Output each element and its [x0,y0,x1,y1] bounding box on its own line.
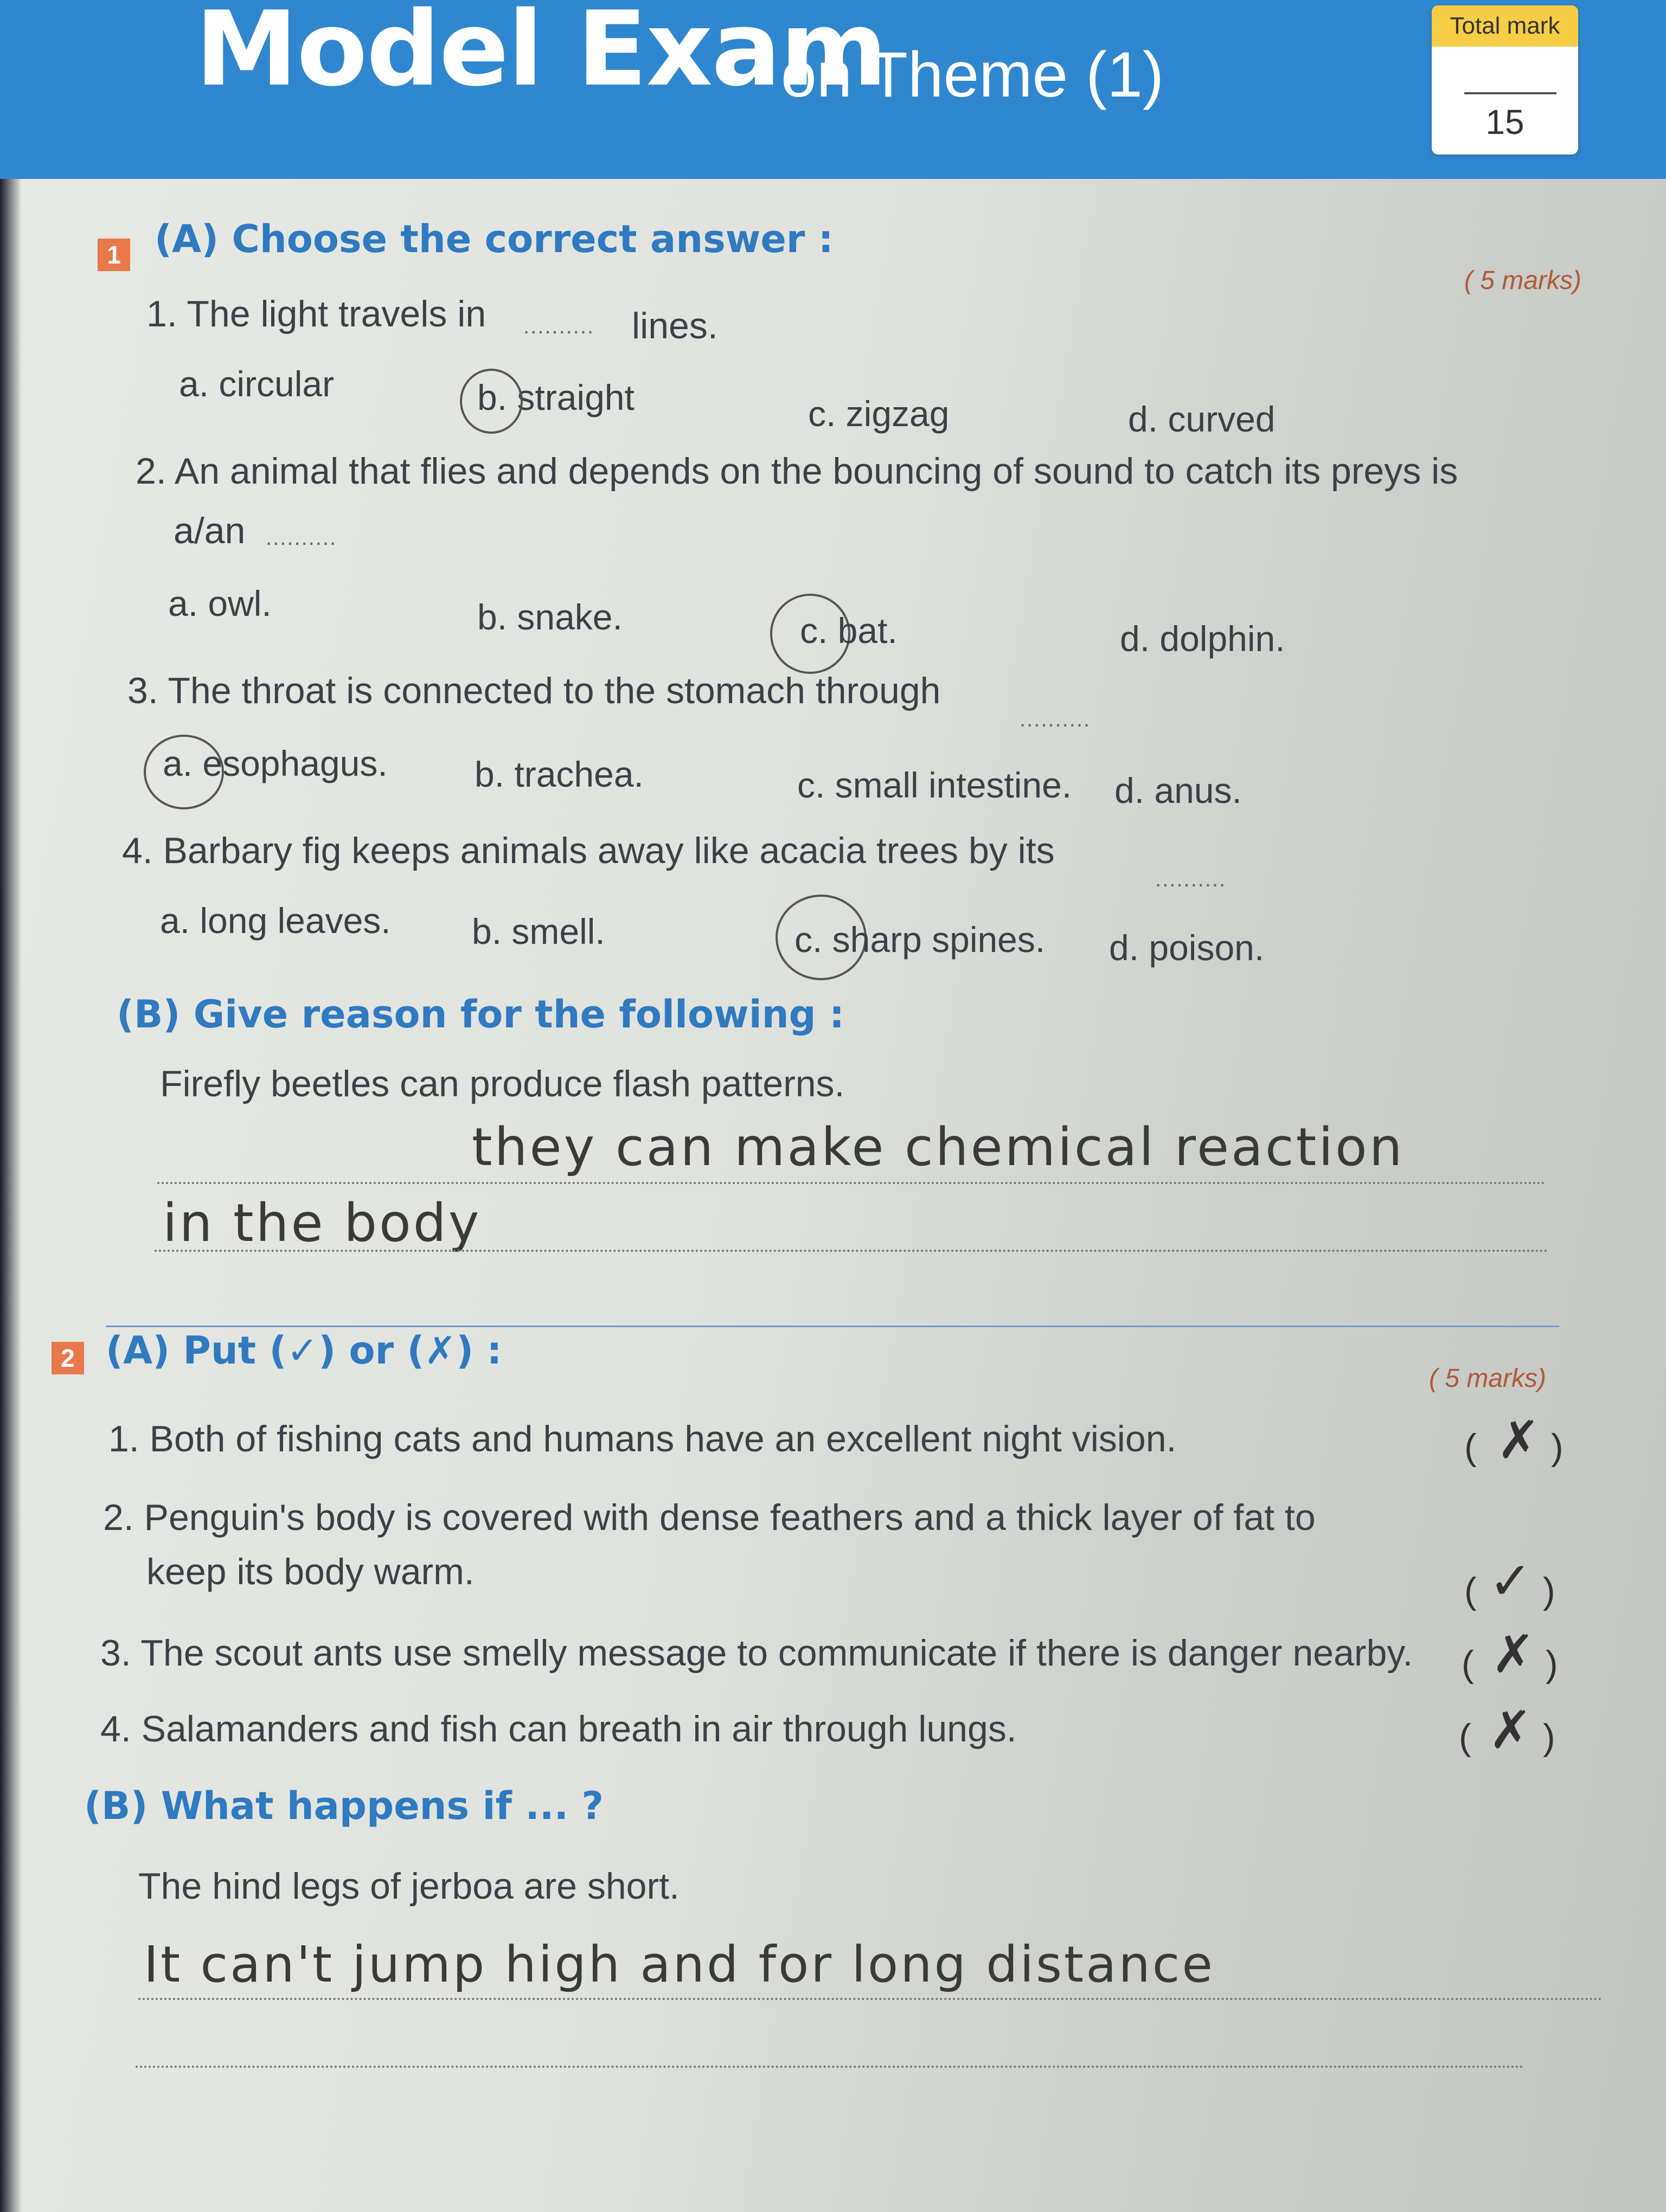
answer-line [157,1182,1546,1184]
q2-item-1-paren-close: ) [1551,1426,1564,1468]
q2-item-3-text: 3. The scout ants use smelly message to communicate if there is danger nearby. [100,1632,1413,1674]
q1-item-2-option-b[interactable]: b. snake. [477,597,623,637]
q2-item-4-answer-mark[interactable]: ✗ [1489,1701,1533,1759]
q2-item-4-paren-open: ( [1459,1716,1471,1758]
answer-line [155,1250,1548,1252]
page-title: Model Exam [195,0,887,109]
q2-item-2-text: 2. Penguin's body is covered with dense feathers and a thick layer of fat to [103,1497,1316,1538]
q1-item-2-text2: a/an [174,510,246,551]
q1-item-1-option-c[interactable]: c. zigzag [808,394,950,434]
answer-circle [460,369,523,434]
q1-item-2-option-d[interactable]: d. dolphin. [1120,619,1285,659]
question-1-badge: 1 [98,239,130,271]
q1-item-2-option-c[interactable]: c. bat. [800,610,898,651]
q2-partb-heading: (B) What happens if ... ? [84,1784,604,1828]
total-mark-label: Total mark [1432,5,1578,47]
question-2-badge: 2 [52,1342,84,1374]
q2-parta-heading: (A) Put (✓) or (✗) : [106,1328,502,1373]
total-mark-box [1432,5,1578,155]
total-mark-line [1464,92,1556,94]
q2-item-2-paren-open: ( [1464,1570,1477,1611]
q2-item-4-paren-close: ) [1543,1716,1555,1758]
q2-item-2-answer-mark[interactable]: ✓ [1489,1552,1533,1610]
q1-item-4-option-a[interactable]: a. long leaves. [160,901,391,941]
q1-partb-heading: (B) Give reason for the following : [117,992,844,1037]
q1-parta-marks: ( 5 marks) [1464,266,1581,295]
q2-item-1-text: 1. Both of fishing cats and humans have an excellent night vision. [108,1418,1177,1459]
q2-item-2-text2: keep its body warm. [146,1551,475,1592]
answer-line [138,1998,1603,2000]
q1-item-3-option-d[interactable]: d. anus. [1114,770,1242,811]
q2-partb-statement: The hind legs of jerboa are short. [138,1866,680,1907]
q1-partb-statement: Firefly beetles can produce flash patterns. [160,1063,845,1104]
q1-item-4-option-c[interactable]: c. sharp spines. [794,919,1046,960]
q1-item-2-blank[interactable]: .......... [266,526,337,550]
q2-parta-marks: ( 5 marks) [1429,1364,1546,1393]
q2-item-2-paren-close: ) [1543,1570,1555,1611]
q1-item-1-blank[interactable]: .......... [523,314,595,338]
q1-parta-heading: (A) Choose the correct answer : [155,217,834,261]
q1-item-1-tail: lines. [632,305,718,346]
q2-item-3-paren-open: ( [1462,1643,1474,1684]
q2-item-3-answer-mark[interactable]: ✗ [1491,1625,1535,1683]
total-mark-value: 15 [1485,102,1524,142]
q1-item-3-option-c[interactable]: c. small intestine. [797,765,1072,805]
exam-header [0,0,1666,179]
q1-item-2-text: 2. An animal that flies and depends on the bouncing of sound to catch its preys is [136,451,1458,492]
q1-item-1-option-b[interactable]: b. straight [477,377,635,417]
q1-item-4-option-b[interactable]: b. smell. [472,911,605,951]
q1-item-2-option-a[interactable]: a. owl. [168,583,272,623]
q1-item-1-option-d[interactable]: d. curved [1128,399,1276,439]
q1-item-4-blank[interactable]: .......... [1155,867,1227,891]
q1-partb-answer-line-1[interactable]: they can make chemical reaction [472,1117,1405,1178]
q2-item-1-paren-open: ( [1464,1426,1477,1468]
q2-item-1-answer-mark[interactable]: ✗ [1497,1411,1541,1469]
q1-item-4-option-d[interactable]: d. poison. [1109,928,1265,968]
q1-item-3-blank[interactable]: .......... [1020,708,1091,731]
q2-item-3-paren-close: ) [1546,1643,1558,1684]
page-edge-shadow [0,0,22,2212]
q1-item-3-text: 3. The throat is connected to the stomach through [127,670,941,711]
answer-line [136,2066,1524,2068]
q1-partb-answer-line-2[interactable]: in the body [163,1193,482,1253]
q2-item-4-text: 4. Salamanders and fish can breath in air through lungs. [100,1708,1017,1750]
page-subtitle: on Theme (1) [781,39,1164,111]
q1-item-3-option-a[interactable]: a. esophagus. [163,743,388,783]
q1-item-1-text: 1. The light travels in [146,293,486,335]
q1-item-3-option-b[interactable]: b. trachea. [475,754,644,794]
q2-partb-answer-line-1[interactable]: It can't jump high and for long distance [144,1935,1215,1994]
q1-item-1-option-a[interactable]: a. circular [179,364,335,404]
section-divider [106,1326,1559,1327]
q1-item-4-text: 4. Barbary fig keeps animals away like acacia trees by its [122,830,1055,871]
